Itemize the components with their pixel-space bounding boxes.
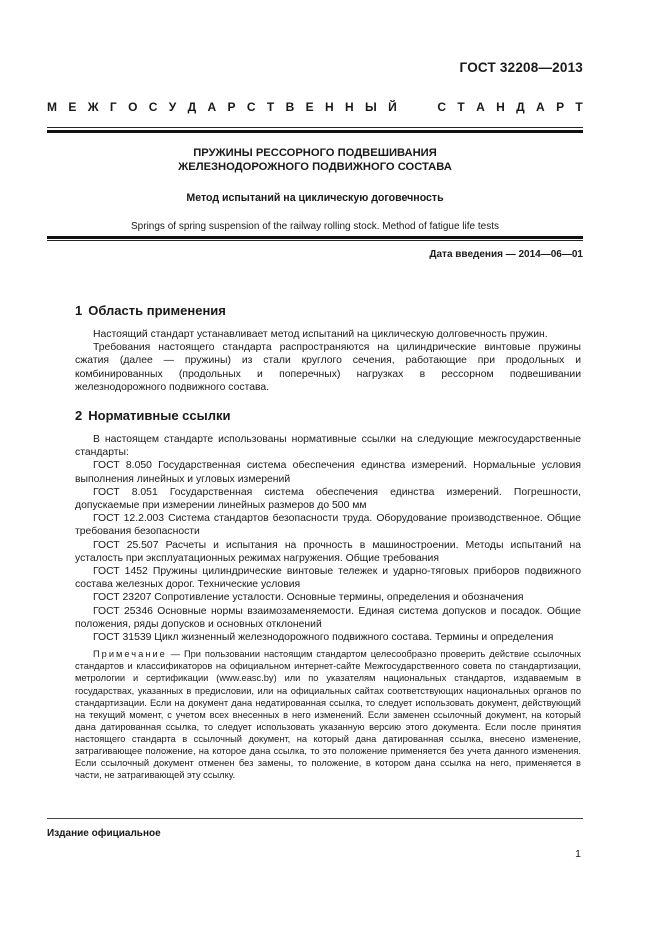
standard-number: ГОСТ 32208—2013 xyxy=(459,60,583,75)
banner-letter: Р xyxy=(556,100,565,114)
banner-letter: Г xyxy=(109,100,117,114)
banner-letter: Ж xyxy=(87,100,99,114)
reference-item: ГОСТ 1452 Пружины цилиндрические винтовые тележек и ударно-тяговых приборов подвижного состава железных дорог. Технические условия xyxy=(75,566,581,591)
reference-item: ГОСТ 8.051 Государственная система обеспечения единства измерений. Погрешности, допускаемые при измерении линейных размеров до 500 мм xyxy=(75,486,581,512)
page-number: 1 xyxy=(575,848,581,860)
banner-space xyxy=(423,100,426,114)
reference-item: ГОСТ 12.2.003 Система стандартов безопасности труда. Оборудование производственное. Общие требования безопасности xyxy=(75,513,581,538)
banner-letter: С xyxy=(246,100,256,114)
interstate-standard-banner xyxy=(47,100,583,114)
banner-letter: Т xyxy=(266,100,275,114)
banner-letter: Е xyxy=(68,100,77,114)
footer-divider xyxy=(47,818,583,819)
introduction-date: Дата введения — 2014—06—01 xyxy=(429,249,583,260)
title-line-1: ПРУЖИНЫ РЕССОРНОГО ПОДВЕШИВАНИЯ xyxy=(193,147,437,159)
banner-letter: Ы xyxy=(364,100,377,114)
section-1-heading xyxy=(75,300,581,322)
banner-letter: О xyxy=(128,100,138,114)
reference-item: ГОСТ 8.050 Государственная система обеспечения единства измерений. Нормальные условия выполнения линейных и угловых измерений xyxy=(75,460,581,485)
banner-letter: С xyxy=(148,100,158,114)
banner-letter: Р xyxy=(227,100,236,114)
official-edition-label: Издание официальное xyxy=(47,828,161,839)
banner-letter: Н xyxy=(344,100,354,114)
banner-letter: Е xyxy=(305,100,314,114)
note xyxy=(75,648,581,781)
section-title: Нормативные ссылки xyxy=(88,408,231,424)
title-divider-thick xyxy=(47,236,583,239)
section-number: 1 xyxy=(75,303,83,318)
section-2-heading xyxy=(75,405,581,427)
paragraph: Требования настоящего стандарта распространяются на цилиндрические винтовые пружины сжатия (далее — пружины) из стали круглого сечения, работающие при продольных и комбинированных (продольных и поперечных) нагрузках в рессорном подвешивании железнодорожного подвижного состава. xyxy=(75,342,581,393)
banner-letter: Д xyxy=(187,100,197,114)
banner-letter: В xyxy=(285,100,295,114)
method-subtitle: Метод испытаний на циклическую договечность xyxy=(186,192,444,204)
section-title: Область применения xyxy=(88,303,226,318)
title-divider-thin xyxy=(47,240,583,241)
banner-letter: Н xyxy=(496,100,505,114)
note-label: Примечание xyxy=(93,649,167,660)
title-block xyxy=(47,146,583,232)
banner-letter: Т xyxy=(457,100,465,114)
banner-letter: Й xyxy=(388,100,397,114)
note-text: — При пользовании настоящим стандартом целесообразно проверить действие ссылочных стандартов и классификаторов на официальном интернет-сайте Межгосударственного совета по стандартизации, метрологии и сертификации (www.easc.by) или по указателям национальных стандартов, издаваемым в государствах, указанных в предисловии, или на официальных сайтах соответствующих национальных органов по стандартизации. Если на документ дана недатированная ссылка, то следует использовать документ, действующий на текущий момент, с учетом всех внесенных в него изменений. Если заменен ссылочный документ, на который дана датированная ссылка, то следует использовать указанную версию этого документа. Если после принятия настоящего стандарта в ссылочный документ, на который дана датированная ссылка, внесено изменение, затрагивающее положение, на которое дана ссылка, то это положение применяется без учета данного изменения. Если ссылочный документ отменен без замены, то положение, в котором дана ссылка на него, применяется в части, не затрагивающей эту ссылку. xyxy=(75,649,581,781)
title-line-2: ЖЕЛЕЗНОДОРОЖНОГО ПОДВИЖНОГО СОСТАВА xyxy=(178,161,452,173)
banner-space xyxy=(408,100,411,114)
paragraph: Настоящий стандарт устанавливает метод испытаний на циклическую долговечность пружин. xyxy=(93,329,548,340)
reference-item: ГОСТ 31539 Цикл жизненный железнодорожного подвижного состава. Термины и определения xyxy=(93,632,554,644)
banner-letter: М xyxy=(47,100,57,114)
banner-letter: У xyxy=(168,100,177,114)
reference-item: ГОСТ 25346 Основные нормы взаимозаменяемости. Единая система допусков и посадок. Общие положения, ряды допусков и основных отклонений xyxy=(75,605,581,630)
banner-letter: Д xyxy=(516,100,525,114)
banner-letter: С xyxy=(437,100,447,114)
banner-letter: Т xyxy=(575,100,583,114)
banner-letter: Н xyxy=(324,100,334,114)
header-divider-thin xyxy=(47,127,583,128)
banner-letter: А xyxy=(207,100,217,114)
english-title: Springs of spring suspension of the railway rolling stock. Method of fatigue life tests xyxy=(131,221,499,232)
reference-item: ГОСТ 23207 Сопротивление усталости. Основные термины, определения и обозначения xyxy=(93,592,524,604)
paragraph: В настоящем стандарте использованы нормативные ссылки на следующие межгосударственные стандарты: xyxy=(75,434,581,459)
document-body xyxy=(75,300,581,781)
header-divider-thick xyxy=(47,130,583,133)
banner-letter: А xyxy=(476,100,485,114)
reference-item: ГОСТ 25.507 Расчеты и испытания на прочность в машиностроении. Методы испытаний на усталость при эксплуатационных режимах нагружения. Общие требования xyxy=(75,539,581,564)
section-number: 2 xyxy=(75,408,83,424)
banner-letter: А xyxy=(536,100,545,114)
